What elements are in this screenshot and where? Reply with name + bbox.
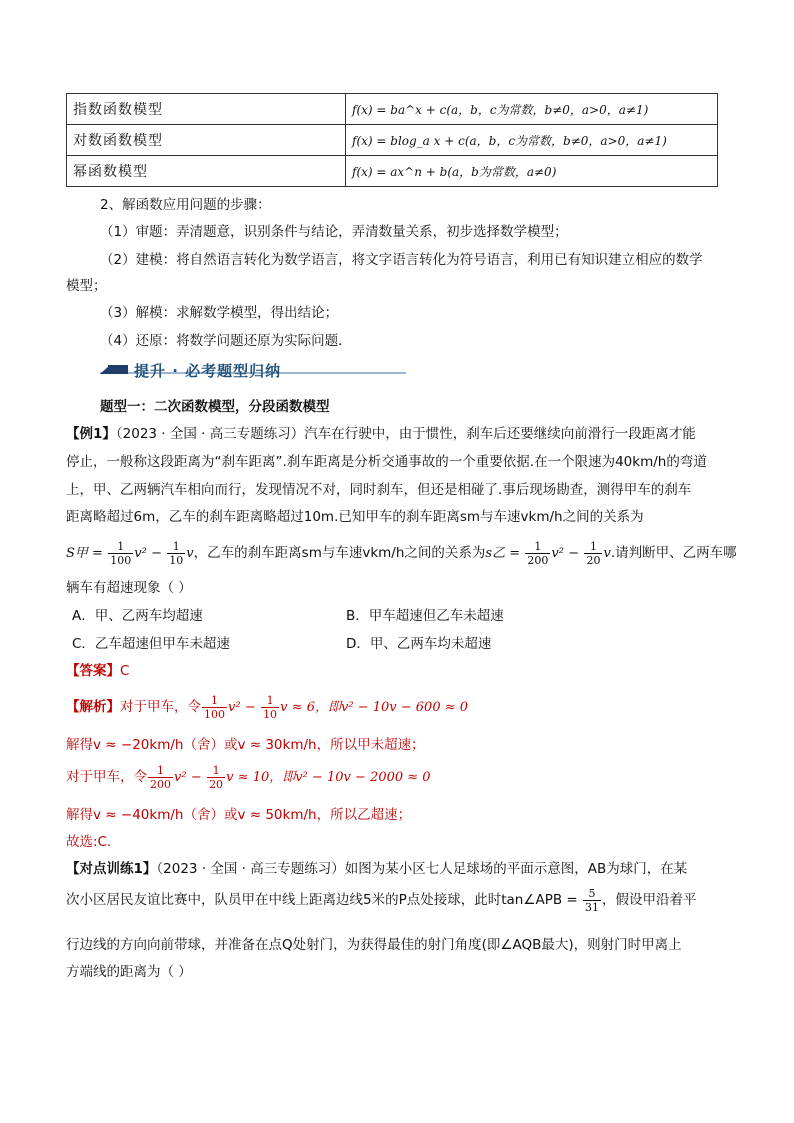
fraction: $\frac{1}{10}$ xyxy=(263,693,278,721)
training-1-line-4: 方端线的距离为（ ） xyxy=(66,964,192,980)
step-2: （2）建模：将自然语言转化为数学语言，将文字语言转化为符号语言，利用已有知识建立相应的数学 xyxy=(100,252,703,268)
steps-heading: 2、解函数应用问题的步骤： xyxy=(100,197,271,213)
section-banner xyxy=(100,360,406,384)
example-1-line-3: 上，甲、乙两辆汽车相向而行，发现情况不对，同时刹车，但还是相碰了.事后现场勘查，测得甲车的刹车 xyxy=(66,482,692,498)
example-1-line-1 xyxy=(66,424,726,444)
answer-line xyxy=(66,661,726,681)
option-d: D．甲、乙两车均未超速 xyxy=(346,636,492,652)
analysis-line-2: 解得v ≈ −20km/h（舍）或v ≈ 30km/h，所以甲未超速； xyxy=(66,737,425,753)
model-name: 对数函数模型 xyxy=(67,125,346,156)
fraction: $\frac{1}{20}$ xyxy=(209,763,224,791)
training-1-line-2: 次小区居民友谊比赛中，队员甲在中线上距离边线5米的P点处接球，此时tan∠APB = $\frac{5}{31}$ ，假设甲沿着平 xyxy=(66,886,697,914)
fraction: $\frac{1}{20}$ xyxy=(586,539,601,567)
step-4: （4）还原：将数学问题还原为实际问题． xyxy=(100,333,352,349)
example-text: （2023 · 全国 · 高三专题练习）汽车在行驶中，由于惯性，刹车后还要继续向前滑行一段距离才能 xyxy=(115,426,696,442)
fraction: $\frac{1}{10}$ xyxy=(169,539,184,567)
option-a: A．甲、乙两车均超速 xyxy=(72,608,203,624)
banner-title: 提升 · 必考题型归纳 xyxy=(134,362,282,380)
fraction: $\frac{1}{100}$ xyxy=(204,693,225,721)
table-row xyxy=(67,125,718,156)
example-1-line-6: 辆车有超速现象（ ） xyxy=(66,580,192,596)
model-formula: f(x) = ba^x + c(a，b，c为常数，b≠0，a>0，a≠1) xyxy=(346,94,718,125)
analysis-line-5: 故选:C. xyxy=(66,834,112,850)
table-row xyxy=(67,94,718,125)
analysis-tag: 【解析】 xyxy=(66,699,120,715)
analysis-line-1: 【解析】对于甲车，令 $\frac{1}{100}$ v² − $\frac{1}{10}$ v ≈ 6，即v² − 10v − 600 ≈ 0 xyxy=(66,693,469,721)
table-row xyxy=(67,156,718,187)
analysis-line-4: 解得v ≈ −40km/h（舍）或v ≈ 50km/h，所以乙超速； xyxy=(66,807,412,823)
answer-tag: 【答案】 xyxy=(66,663,120,679)
example-1-line-5: S甲 = $\frac{1}{100}$ v² − $\frac{1}{10}$ v，乙车的刹车距离sm与车速vkm/h之间的关系为s乙 = $\frac{1}{200}$ v² − $\frac{1}{20}$ v.请判断甲、乙两车哪 xyxy=(66,539,737,567)
banner-block-icon xyxy=(108,365,128,374)
step-3: （3）解模：求解数学模型，得出结论； xyxy=(100,305,339,321)
question-type-title: 题型一：二次函数模型，分段函数模型 xyxy=(100,399,330,415)
training-tag: 【对点训练1】 xyxy=(66,861,157,877)
fraction: $\frac{1}{100}$ xyxy=(110,539,132,567)
fraction: $\frac{5}{31}$ xyxy=(585,886,599,914)
option-b: B．甲车超速但乙车未超速 xyxy=(346,608,504,624)
fraction: $\frac{1}{200}$ xyxy=(527,539,549,567)
answer-value: C xyxy=(120,663,130,679)
fraction: $\frac{1}{200}$ xyxy=(150,763,171,791)
function-models-table xyxy=(66,93,718,187)
model-formula: f(x) = blog_a x + c(a，b，c为常数，b≠0，a>0，a≠1) xyxy=(346,125,718,156)
training-1-line-1: 【对点训练1】（2023 · 全国 · 高三专题练习）如图为某小区七人足球场的平面示意图，AB为球门，在某 xyxy=(66,861,688,877)
model-formula: f(x) = ax^n + b(a，b为常数，a≠0) xyxy=(346,156,718,187)
option-c: C．乙车超速但甲车未超速 xyxy=(72,636,230,652)
model-name: 幂函数模型 xyxy=(67,156,346,187)
model-name: 指数函数模型 xyxy=(67,94,346,125)
s-jia-label: S甲 = xyxy=(66,546,103,561)
analysis-line-3: 对于甲车，令 $\frac{1}{200}$ v² − $\frac{1}{20}$ v ≈ 10，即v² − 10v − 2000 ≈ 0 xyxy=(66,763,431,791)
example-1-line-4: 距离略超过6m，乙车的刹车距离略超过10m.已知甲车的刹车距离sm与车速vkm/h之间的关系为 xyxy=(66,509,644,525)
example-tag: 【例1】 xyxy=(66,426,116,442)
example-1-line-2: 停止，一般称这段距离为“刹车距离”.刹车距离是分析交通事故的一个重要依据.在一个限速为40km/h的弯道 xyxy=(66,454,707,470)
step-2-cont: 模型； xyxy=(66,278,107,294)
step-1: （1）审题：弄清题意，识别条件与结论，弄清数量关系，初步选择数学模型； xyxy=(100,224,568,240)
training-1-line-3: 行边线的方向向前带球，并准备在点Q处射门，为获得最佳的射门角度(即∠AQB最大)，则射门时甲离上 xyxy=(66,937,682,953)
